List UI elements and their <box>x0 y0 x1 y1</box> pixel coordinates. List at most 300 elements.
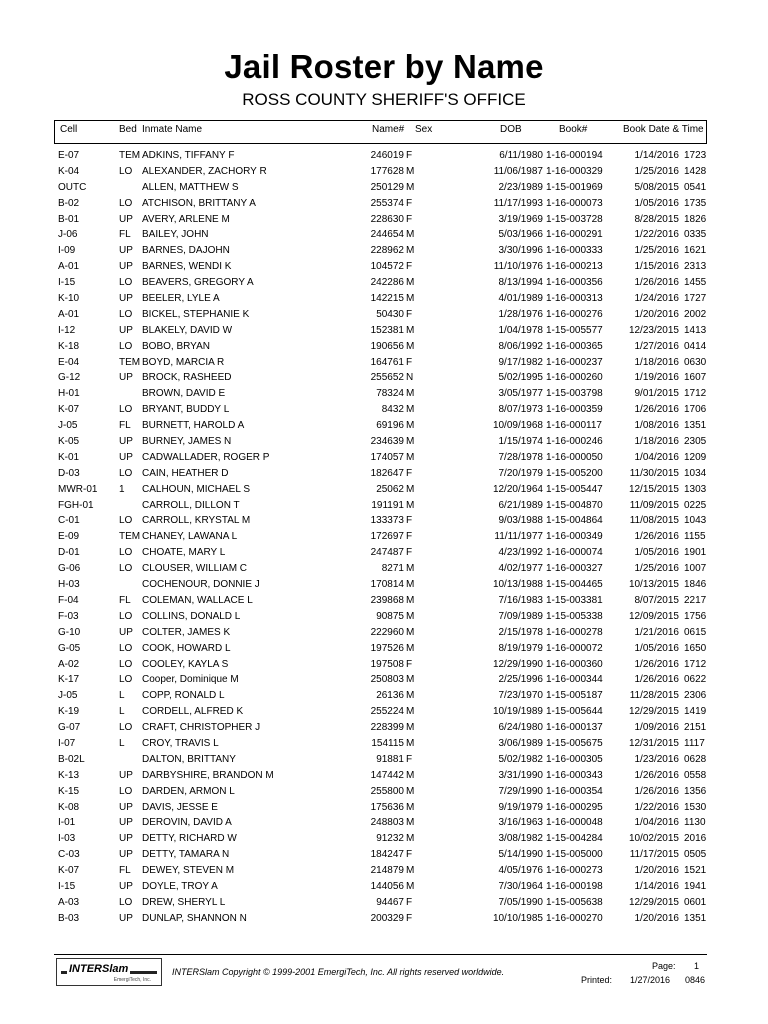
book-number: 1-16-000359 <box>546 404 603 416</box>
sex-value: M <box>406 340 415 352</box>
book-time: 1155 <box>684 531 706 543</box>
inmate-name: ATCHISON, BRITTANY A <box>142 197 256 209</box>
bed-value: LO <box>119 722 133 734</box>
book-number: 1-16-000313 <box>546 293 603 305</box>
book-number: 1-16-000246 <box>546 436 603 448</box>
book-number: 1-16-000048 <box>546 817 603 829</box>
book-time: 1941 <box>684 880 707 892</box>
sex-value: F <box>406 308 413 320</box>
book-time: 1351 <box>684 912 707 924</box>
inmate-name: BARNES, WENDI K <box>142 261 232 273</box>
name-number: 78324 <box>376 388 404 400</box>
book-time: 0601 <box>684 896 707 908</box>
dob-value: 3/06/1989 <box>498 737 543 749</box>
cell-value: K-05 <box>58 436 80 448</box>
dob-value: 10/09/1968 <box>492 420 543 432</box>
name-number: 8271 <box>381 563 404 575</box>
dob-value: 3/31/1990 <box>498 769 543 781</box>
inmate-name: BROCK, RASHEED <box>142 372 232 384</box>
book-date: 1/04/2016 <box>634 817 679 829</box>
name-number: 190656 <box>370 340 404 352</box>
book-time: 1650 <box>684 642 707 654</box>
book-number: 1-15-003798 <box>546 388 603 400</box>
table-row <box>0 641 768 657</box>
bed-value: LO <box>119 165 133 177</box>
table-row <box>0 577 768 593</box>
table-row <box>0 609 768 625</box>
name-number: 172697 <box>370 531 404 543</box>
name-number: 246019 <box>370 150 404 161</box>
inmate-name: DETTY, RICHARD W <box>142 833 237 845</box>
bed-value: 1 <box>119 483 125 495</box>
cell-value: G-07 <box>58 722 81 734</box>
book-time: 1706 <box>684 404 707 416</box>
sex-value: M <box>406 690 415 702</box>
bed-value: LO <box>119 340 133 352</box>
dob-value: 6/24/1980 <box>498 722 543 734</box>
table-row <box>0 482 768 498</box>
bed-value: TEM <box>119 531 141 543</box>
table-row <box>0 800 768 816</box>
cell-value: G-10 <box>58 626 81 638</box>
dob-value: 1/04/1978 <box>498 324 543 336</box>
col-header-sex: Sex <box>415 124 433 135</box>
book-date: 1/14/2016 <box>634 880 679 892</box>
table-row <box>0 291 768 307</box>
book-date: 1/26/2016 <box>634 769 679 781</box>
book-time: 1621 <box>684 245 707 257</box>
table-row <box>0 768 768 784</box>
cell-value: K-15 <box>58 785 80 797</box>
name-number: 255374 <box>370 197 404 209</box>
book-number: 1-16-000365 <box>546 340 603 352</box>
dob-value: 11/17/1993 <box>493 197 543 209</box>
book-number: 1-16-000344 <box>546 674 603 686</box>
name-number: 247487 <box>370 547 404 559</box>
table-row <box>0 450 768 466</box>
bed-value: UP <box>119 261 133 273</box>
book-time: 1455 <box>684 277 707 289</box>
cell-value: B-02 <box>58 197 80 209</box>
name-number: 91232 <box>376 833 404 845</box>
copyright-notice: INTERSlam Copyright © 1999-2001 EmergiTech, Inc. All rights reserved worldwide. <box>172 967 505 977</box>
name-number: 147442 <box>370 769 404 781</box>
table-row <box>0 275 768 291</box>
name-number: 90875 <box>376 610 404 622</box>
book-time: 1846 <box>684 579 707 591</box>
dob-value: 12/29/1990 <box>492 658 543 670</box>
inmate-name: BEAVERS, GREGORY A <box>142 277 254 289</box>
inmate-name: CALHOUN, MICHAEL S <box>142 483 250 495</box>
name-number: 184247 <box>370 849 404 861</box>
table-row <box>0 243 768 259</box>
book-time: 2002 <box>684 308 707 320</box>
book-date: 11/28/2015 <box>629 690 679 702</box>
sex-value: F <box>406 896 413 908</box>
book-number: 1-15-005447 <box>546 483 603 495</box>
inmate-name: DUNLAP, SHANNON N <box>142 912 247 924</box>
book-number: 1-16-000354 <box>546 785 603 797</box>
table-row <box>0 498 768 514</box>
book-date: 1/05/2016 <box>634 547 679 559</box>
name-number: 197508 <box>370 658 404 670</box>
book-time: 0541 <box>684 181 707 193</box>
sex-value: M <box>406 579 415 591</box>
name-number: 250129 <box>370 181 404 193</box>
col-header-dob: DOB <box>500 124 522 135</box>
name-number: 191191 <box>371 499 404 511</box>
name-number: 255224 <box>370 706 404 718</box>
cell-value: A-03 <box>58 896 80 908</box>
dob-value: 9/19/1979 <box>498 801 543 813</box>
sex-value: N <box>406 372 414 384</box>
book-number: 1-15-004864 <box>546 515 603 527</box>
cell-value: K-18 <box>58 340 80 352</box>
bed-value: LO <box>119 404 133 416</box>
cell-value: I-15 <box>58 880 76 892</box>
book-number: 1-15-005000 <box>546 849 603 861</box>
sex-value: F <box>406 658 413 670</box>
dob-value: 12/20/1964 <box>492 483 543 495</box>
sex-value: M <box>406 181 415 193</box>
book-time: 1530 <box>684 801 707 813</box>
name-number: 144056 <box>370 880 404 892</box>
dob-value: 5/02/1995 <box>498 372 543 384</box>
bed-value: UP <box>119 849 133 861</box>
name-number: 174057 <box>370 451 404 463</box>
table-row <box>0 196 768 212</box>
name-number: 26136 <box>376 690 404 702</box>
book-date: 11/09/2015 <box>629 499 679 511</box>
inmate-name: DETTY, TAMARA N <box>142 849 230 861</box>
dob-value: 3/08/1982 <box>498 833 543 845</box>
sex-value: F <box>406 531 413 543</box>
bed-value: LO <box>119 610 133 622</box>
inmate-name: DEWEY, STEVEN M <box>142 865 235 877</box>
book-number: 1-15-005338 <box>546 610 603 622</box>
inmate-name: COOLEY, KAYLA S <box>142 658 229 670</box>
book-time: 0225 <box>684 499 707 511</box>
dob-value: 11/10/1976 <box>493 261 543 273</box>
book-date: 1/23/2016 <box>634 753 679 765</box>
dob-value: 4/01/1989 <box>498 293 543 305</box>
book-date: 1/15/2016 <box>634 261 679 273</box>
table-row <box>0 688 768 704</box>
inmate-name: DREW, SHERYL L <box>142 896 226 908</box>
inmate-name: DARBYSHIRE, BRANDON M <box>142 769 274 781</box>
inmate-name: DAVIS, JESSE E <box>142 801 218 813</box>
book-time: 1607 <box>684 372 707 384</box>
name-number: 214879 <box>370 865 404 877</box>
dob-value: 3/19/1969 <box>498 213 543 225</box>
book-date: 5/08/2015 <box>634 181 679 193</box>
book-number: 1-16-000072 <box>546 642 603 654</box>
bed-value: LO <box>119 658 133 670</box>
bed-value: LO <box>119 277 133 289</box>
col-header-cell: Cell <box>60 124 78 135</box>
book-date: 1/21/2016 <box>634 626 679 638</box>
inmate-name: CAIN, HEATHER D <box>142 467 229 479</box>
report-subtitle: ROSS COUNTY SHERIFF'S OFFICE <box>242 90 526 109</box>
book-date: 11/08/2015 <box>629 515 679 527</box>
book-time: 0558 <box>684 769 707 781</box>
table-row <box>0 164 768 180</box>
printed-time: 0846 <box>685 975 706 985</box>
dob-value: 4/02/1977 <box>498 563 543 575</box>
report-title: Jail Roster by Name <box>224 48 544 85</box>
dob-value: 10/19/1989 <box>492 706 543 718</box>
cell-value: A-02 <box>58 658 80 670</box>
book-time: 1419 <box>684 706 707 718</box>
page-number: 1 <box>694 961 700 971</box>
name-number: 248803 <box>370 817 404 829</box>
table-row <box>0 561 768 577</box>
book-date: 1/25/2016 <box>634 165 679 177</box>
dob-value: 7/16/1983 <box>498 594 543 606</box>
sex-value: M <box>406 880 415 892</box>
inmate-name: BROWN, DAVID E <box>142 388 226 400</box>
name-number: 8432 <box>381 404 404 416</box>
dob-value: 4/05/1976 <box>498 865 543 877</box>
sex-value: M <box>406 626 415 638</box>
cell-value: B-03 <box>58 912 80 924</box>
book-number: 1-16-000327 <box>546 563 603 575</box>
inmate-name: CARROLL, KRYSTAL M <box>142 515 251 527</box>
book-date: 8/28/2015 <box>634 213 679 225</box>
cell-value: J-05 <box>58 690 78 702</box>
table-row <box>0 339 768 355</box>
name-number: 222960 <box>370 626 404 638</box>
name-number: 250803 <box>370 674 404 686</box>
book-date: 1/25/2016 <box>634 245 679 257</box>
book-number: 1-16-000213 <box>546 261 603 273</box>
dob-value: 1/15/1974 <box>498 436 543 448</box>
book-number: 1-16-000260 <box>546 372 603 384</box>
inmate-name: DALTON, BRITTANY <box>142 753 236 765</box>
book-number: 1-16-000237 <box>546 356 603 368</box>
sex-value: M <box>406 594 415 606</box>
sex-value: M <box>406 451 415 463</box>
cell-value: I-15 <box>58 277 76 289</box>
book-date: 1/26/2016 <box>634 785 679 797</box>
name-number: 91881 <box>376 753 404 765</box>
sex-value: M <box>406 865 415 877</box>
sex-value: M <box>406 801 415 813</box>
cell-value: K-13 <box>58 769 80 781</box>
book-number: 1-15-005638 <box>546 896 603 908</box>
book-number: 1-16-000050 <box>546 451 603 463</box>
inmate-name: CROY, TRAVIS L <box>142 737 219 749</box>
book-date: 1/08/2016 <box>634 420 679 432</box>
dob-value: 7/05/1990 <box>498 896 543 908</box>
book-number: 1-16-000349 <box>546 531 603 543</box>
name-number: 244654 <box>370 229 404 241</box>
name-number: 69196 <box>376 420 404 432</box>
book-time: 0335 <box>684 229 707 241</box>
inmate-name: CRAFT, CHRISTOPHER J <box>142 722 261 734</box>
cell-value: F-04 <box>58 594 79 606</box>
book-date: 10/02/2015 <box>628 833 679 845</box>
col-header-book-date-time: Book Date & Time <box>623 124 704 135</box>
book-number: 1-16-000360 <box>546 658 603 670</box>
bed-value: UP <box>119 833 133 845</box>
name-number: 133373 <box>370 515 404 527</box>
table-row <box>0 418 768 434</box>
dob-value: 4/23/1992 <box>498 547 543 559</box>
book-time: 0414 <box>684 340 707 352</box>
dob-value: 11/06/1987 <box>493 165 543 177</box>
name-number: 234639 <box>370 436 404 448</box>
table-row <box>0 434 768 450</box>
sex-value: M <box>406 722 415 734</box>
table-row <box>0 370 768 386</box>
book-date: 12/31/2015 <box>628 737 679 749</box>
book-time: 1826 <box>684 213 707 225</box>
book-number: 1-16-000333 <box>546 245 603 257</box>
inmate-name: CLOUSER, WILLIAM C <box>142 563 248 575</box>
inmate-name: COOK, HOWARD L <box>142 642 231 654</box>
book-number: 1-15-003728 <box>546 213 603 225</box>
sex-value: M <box>406 563 415 575</box>
table-row <box>0 593 768 609</box>
sex-value: M <box>406 245 415 257</box>
dob-value: 8/19/1979 <box>498 642 543 654</box>
cell-value: K-08 <box>58 801 80 813</box>
col-header-book-number: Book# <box>559 124 588 135</box>
sex-value: F <box>406 213 413 225</box>
dob-value: 3/16/1963 <box>498 817 543 829</box>
table-row <box>0 736 768 752</box>
sex-value: M <box>406 785 415 797</box>
bed-value: UP <box>119 451 133 463</box>
dob-value: 6/11/1980 <box>499 150 543 161</box>
book-number: 1-15-004465 <box>546 579 603 591</box>
col-header-inmate-name: Inmate Name <box>142 124 203 135</box>
inmate-name: BEELER, LYLE A <box>142 293 220 305</box>
table-row <box>0 752 768 768</box>
dob-value: 1/28/1976 <box>498 308 543 320</box>
book-number: 1-16-000117 <box>546 420 602 432</box>
bed-value: UP <box>119 626 133 638</box>
name-number: 25062 <box>376 483 404 495</box>
table-row <box>0 148 768 164</box>
book-time: 1303 <box>684 483 707 495</box>
sex-value: F <box>406 261 413 273</box>
name-number: 170814 <box>370 579 404 591</box>
dob-value: 11/11/1977 <box>494 531 543 543</box>
name-number: 50430 <box>376 308 404 320</box>
bed-value: L <box>119 690 125 702</box>
bed-value: LO <box>119 515 133 527</box>
bed-value: UP <box>119 245 133 257</box>
dob-value: 5/02/1982 <box>498 753 543 765</box>
book-number: 1-15-005200 <box>546 467 603 479</box>
sex-value: M <box>406 642 415 654</box>
bed-value: TEM <box>119 150 141 161</box>
book-number: 1-16-000291 <box>546 229 603 241</box>
book-date: 1/26/2016 <box>634 277 679 289</box>
table-row <box>0 513 768 529</box>
name-number: 177628 <box>370 165 404 177</box>
name-number: 197526 <box>370 642 404 654</box>
cell-value: A-01 <box>58 261 80 273</box>
bed-value: TEM <box>119 356 141 368</box>
table-row <box>0 386 768 402</box>
book-date: 12/09/2015 <box>628 610 679 622</box>
inmate-name: Cooper, Dominique M <box>142 674 239 686</box>
table-row <box>0 911 768 927</box>
bed-value: UP <box>119 293 133 305</box>
cell-value: G-05 <box>58 642 81 654</box>
inmate-name: COLEMAN, WALLACE L <box>142 594 253 606</box>
bed-value: UP <box>119 880 133 892</box>
bed-value: LO <box>119 197 133 209</box>
dob-value: 9/17/1982 <box>498 356 543 368</box>
cell-value: K-19 <box>58 706 80 718</box>
sex-value: M <box>406 817 415 829</box>
book-date: 1/04/2016 <box>634 451 679 463</box>
book-date: 1/25/2016 <box>634 563 679 575</box>
name-number: 182647 <box>370 467 404 479</box>
cell-value: OUTC <box>58 181 87 193</box>
inmate-name: BOYD, MARCIA R <box>142 356 225 368</box>
book-time: 1356 <box>684 785 707 797</box>
book-date: 12/29/2015 <box>628 706 679 718</box>
cell-value: E-04 <box>58 356 80 368</box>
cell-value: K-01 <box>58 451 80 463</box>
dob-value: 2/15/1978 <box>498 626 543 638</box>
book-time: 1723 <box>684 150 707 161</box>
cell-value: C-01 <box>58 515 80 527</box>
sex-value: M <box>406 324 415 336</box>
bed-value: UP <box>119 912 133 924</box>
book-time: 0505 <box>684 849 707 861</box>
book-date: 1/18/2016 <box>634 436 679 448</box>
sex-value: M <box>406 499 415 511</box>
name-number: 239868 <box>370 594 404 606</box>
inmate-name: CHANEY, LAWANA L <box>142 531 238 543</box>
printed-date: 1/27/2016 <box>630 975 671 985</box>
bed-value: LO <box>119 785 133 797</box>
cell-value: I-03 <box>58 833 76 845</box>
table-row <box>0 625 768 641</box>
dob-value: 7/28/1978 <box>498 451 543 463</box>
inmate-name: ADKINS, TIFFANY F <box>142 150 235 161</box>
book-time: 2313 <box>684 261 707 273</box>
inmate-name: BRYANT, BUDDY L <box>142 404 230 416</box>
name-number: 94467 <box>376 896 404 908</box>
book-date: 1/20/2016 <box>634 308 679 320</box>
cell-value: B-01 <box>58 213 80 225</box>
table-row <box>0 402 768 418</box>
cell-value: K-17 <box>58 674 80 686</box>
table-row <box>0 815 768 831</box>
logo-text: INTERSlam <box>69 963 129 975</box>
dob-value: 8/06/1992 <box>498 340 543 352</box>
inmate-name: DOYLE, TROY A <box>142 880 218 892</box>
book-time: 1209 <box>684 451 707 463</box>
table-row <box>0 672 768 688</box>
name-number: 228630 <box>370 213 404 225</box>
book-number: 1-16-000273 <box>546 865 603 877</box>
cell-value: E-07 <box>58 150 80 161</box>
book-date: 1/09/2016 <box>634 722 679 734</box>
book-time: 2305 <box>684 436 707 448</box>
book-date: 9/01/2015 <box>634 388 679 400</box>
inmate-name: COLTER, JAMES K <box>142 626 231 638</box>
cell-value: FGH-01 <box>58 499 94 511</box>
book-number: 1-15-001969 <box>546 181 603 193</box>
